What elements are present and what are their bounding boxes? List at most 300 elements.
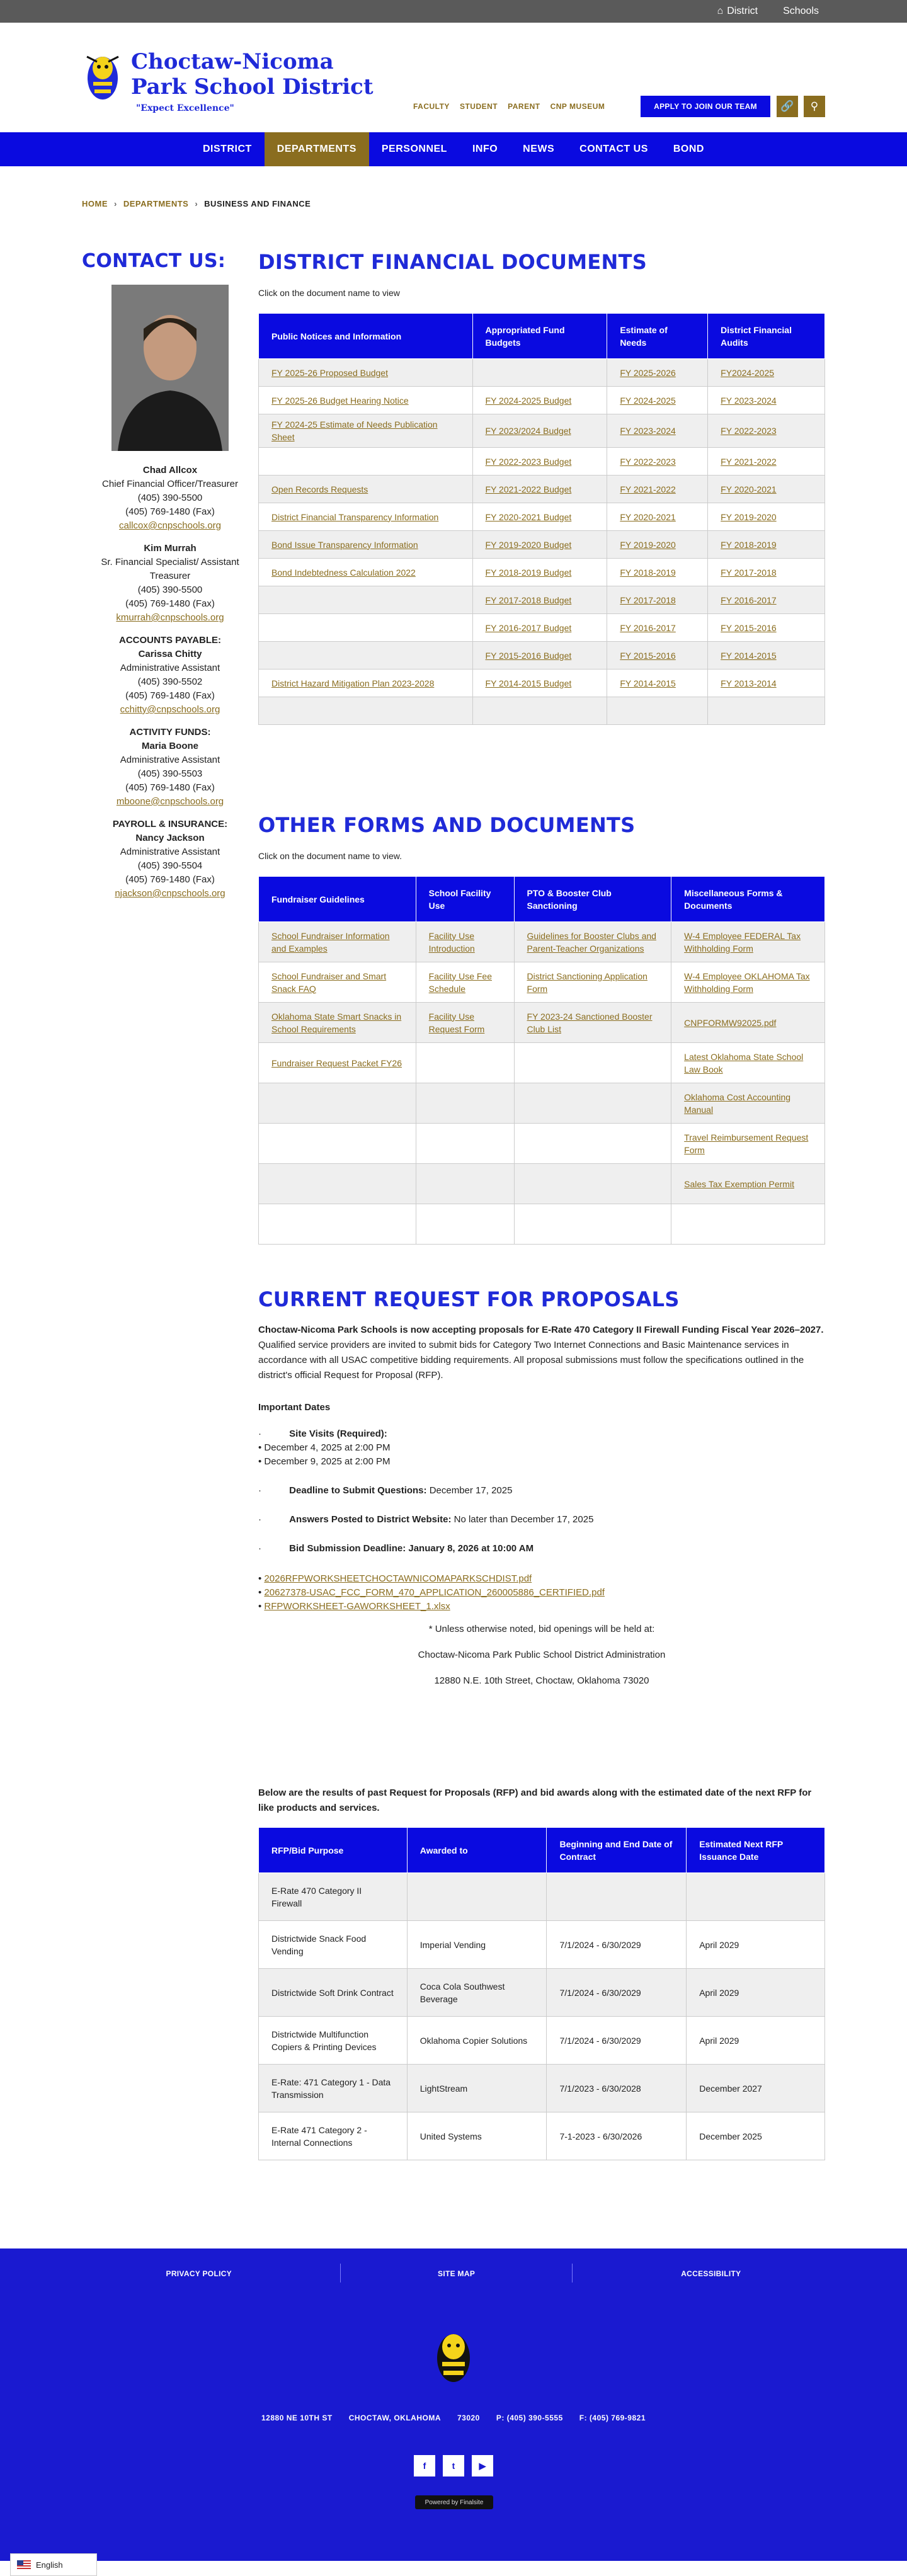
cell-text: E-Rate: 471 Category 1 - Data Transmission (271, 2077, 391, 2100)
table-cell (416, 1164, 514, 1204)
table-cell (687, 1921, 825, 1969)
breadcrumb-departments[interactable]: DEPARTMENTS (123, 199, 189, 208)
document-link[interactable]: FY 2024-2025 (620, 395, 676, 406)
main-content (258, 250, 825, 2160)
nav-departments[interactable]: DEPARTMENTS (265, 132, 369, 166)
us-flag-icon (17, 2560, 31, 2569)
contact-group: ACCOUNTS PAYABLE: (119, 635, 221, 646)
column-header: PTO & Booster Club Sanctioning (514, 877, 671, 922)
contact-fax: (405) 769-1480 (Fax) (125, 506, 215, 517)
table-cell (259, 586, 473, 614)
table-cell (259, 670, 473, 697)
rfp-files: • 2026RFPWORKSHEETCHOCTAWNICOMAPARKSCHDIST.pdf • 20627378-USAC_FCC_FORM_470_APPLICATION_260005886_CERTIFIED.pdf • RFPWORKSHEET-GAWORKSHEET_1.xlsx (258, 1573, 605, 1612)
site-header (0, 23, 907, 132)
table-row (259, 586, 825, 614)
past-rfp-table (258, 1827, 825, 2160)
site-visits-label: Site Visits (Required): (289, 1428, 387, 1439)
table-row (259, 1043, 825, 1083)
document-link[interactable]: FY 2020-2021 Budget (485, 511, 572, 522)
district-label: District (727, 6, 758, 16)
other-forms-hint: Click on the document name to view. (258, 851, 402, 861)
footer-city: CHOCTAW, OKLAHOMA (348, 2414, 441, 2422)
contact-name: Maria Boone (141, 741, 198, 751)
table-cell (472, 503, 607, 531)
column-header: Estimated Next RFP Issuance Date (687, 1828, 825, 1873)
contact-email[interactable]: njackson@cnpschools.org (115, 888, 225, 899)
language-selector[interactable] (10, 2553, 97, 2576)
table-cell (708, 670, 825, 697)
document-link[interactable]: Travel Reimbursement Request Form (684, 1132, 809, 1155)
table-cell (407, 2065, 547, 2112)
document-link[interactable]: FY 2020-2021 (620, 511, 676, 522)
table-cell (607, 414, 708, 448)
document-link[interactable]: FY 2022-2023 (620, 456, 676, 467)
nav-faculty[interactable]: FACULTY (413, 102, 450, 111)
table-cell (259, 559, 473, 586)
document-link[interactable]: FY 2015-2016 (721, 622, 777, 633)
table-cell (687, 2112, 825, 2160)
document-link[interactable]: School Fundraiser Information and Examples (271, 930, 390, 954)
nav-cnp-museum[interactable]: CNP MUSEUM (550, 102, 605, 111)
table-cell (708, 642, 825, 670)
table-cell (547, 2017, 687, 2065)
footer-fax: F: (405) 769-9821 (579, 2414, 646, 2422)
contact-name: Kim Murrah (144, 543, 197, 554)
table-cell (687, 1969, 825, 2017)
contact-fax: (405) 769-1480 (Fax) (125, 782, 215, 793)
column-header: Fundraiser Guidelines (259, 877, 416, 922)
table-cell (259, 1003, 416, 1043)
document-link[interactable]: FY 2018-2019 Budget (485, 567, 572, 578)
table-row (259, 1083, 825, 1124)
table-row (259, 359, 825, 387)
footer-links (0, 2261, 907, 2286)
document-link[interactable]: FY 2014-2015 Budget (485, 678, 572, 688)
document-link[interactable]: FY 2021-2022 Budget (485, 484, 572, 494)
search-icon[interactable]: ⚲ (804, 96, 825, 117)
table-cell (472, 448, 607, 476)
table-cell (708, 414, 825, 448)
nav-district[interactable]: DISTRICT (203, 144, 252, 154)
document-link[interactable]: FY 2022-2023 Budget (485, 456, 572, 467)
nav-info[interactable]: INFO (472, 144, 498, 154)
document-link[interactable]: FY 2017-2018 (721, 567, 777, 578)
table-row (259, 1969, 825, 2017)
document-link[interactable]: FY 2021-2022 (620, 484, 676, 494)
table-cell (472, 586, 607, 614)
table-cell (514, 922, 671, 962)
cell-text: United Systems (419, 2131, 482, 2141)
column-header: Estimate of Needs (607, 314, 708, 359)
nav-bond[interactable]: BOND (673, 144, 704, 154)
table-cell (259, 922, 416, 962)
document-link[interactable]: FY2024-2025 (721, 367, 775, 378)
cell-text: Districtwide Snack Food Vending (271, 1933, 367, 1956)
youtube-icon[interactable]: ▶ (472, 2455, 493, 2476)
table-row (259, 387, 825, 414)
nav-parent[interactable]: PARENT (508, 102, 540, 111)
logo-line2: Park School District (131, 74, 374, 100)
table-cell (416, 1124, 514, 1164)
contact-name: Carissa Chitty (138, 649, 202, 659)
table-cell (259, 1083, 416, 1124)
table-cell (259, 503, 473, 531)
table-cell (259, 2017, 408, 2065)
table-cell (259, 2065, 408, 2112)
column-header: Appropriated Fund Budgets (472, 314, 607, 359)
table-cell (416, 1083, 514, 1124)
table-cell (607, 476, 708, 503)
column-header: RFP/Bid Purpose (259, 1828, 408, 1873)
table-cell (259, 1124, 416, 1164)
footer-contact-info (0, 2414, 907, 2422)
table-cell (671, 1043, 825, 1083)
table-cell (708, 614, 825, 642)
breadcrumb-home[interactable]: HOME (82, 199, 108, 208)
contact-group: PAYROLL & INSURANCE: (112, 819, 228, 829)
document-link[interactable]: FY 2015-2016 Budget (485, 650, 572, 661)
document-link[interactable]: FY 2017-2018 Budget (485, 595, 572, 605)
table-row (259, 642, 825, 670)
other-forms-title: OTHER FORMS AND DOCUMENTS (258, 813, 636, 837)
financial-docs-hint: Click on the document name to view (258, 288, 400, 298)
main-nav (0, 132, 907, 166)
document-link[interactable]: Guidelines for Booster Clubs and Parent-Teacher Organizations (527, 930, 656, 954)
cell-text: Districtwide Multifunction Copiers & Printing Devices (271, 2029, 377, 2052)
table-cell (259, 962, 416, 1003)
document-link[interactable]: FY 2025-2026 (620, 367, 676, 378)
contact-title: Administrative Assistant (120, 755, 220, 765)
table-cell (671, 1003, 825, 1043)
table-cell (607, 448, 708, 476)
document-link[interactable]: Sales Tax Exemption Permit (684, 1178, 794, 1189)
rfp-file-link[interactable]: 20627378-USAC_FCC_FORM_470_APPLICATION_260005886_CERTIFIED.pdf (264, 1587, 605, 1598)
table-row (259, 670, 825, 697)
cell-text: April 2029 (699, 1939, 739, 1950)
document-link[interactable]: Bond Issue Transparency Information (271, 539, 418, 550)
logo-tagline: "Expect Excellence" (136, 103, 234, 113)
answers-posted-value: No later than December 17, 2025 (451, 1514, 594, 1525)
document-link[interactable]: FY 2018-2019 (620, 567, 676, 578)
table-cell (416, 962, 514, 1003)
table-row (259, 503, 825, 531)
table-cell (407, 2112, 547, 2160)
accessibility-link[interactable]: ACCESSIBILITY (681, 2269, 741, 2278)
table-row (259, 1921, 825, 1969)
table-cell (671, 922, 825, 962)
footer-street: 12880 NE 10TH ST (261, 2414, 333, 2422)
table-cell (259, 697, 473, 725)
contact-group: ACTIVITY FUNDS: (129, 727, 211, 738)
contact-card (82, 634, 258, 717)
contact-email[interactable]: mboone@cnpschools.org (116, 796, 224, 807)
table-cell (259, 476, 473, 503)
document-link[interactable]: FY 2016-2017 (620, 622, 676, 633)
bid-opening-note: * Unless otherwise noted, bid openings will be held at: (428, 1624, 655, 1634)
cell-text: E-Rate 470 Category II Firewall (271, 1885, 362, 1908)
footer-phone: P: (405) 390-5555 (496, 2414, 563, 2422)
table-cell (407, 2017, 547, 2065)
table-header-row (259, 1828, 825, 1873)
document-link[interactable]: FY 2024-25 Estimate of Needs Publication Sheet (271, 419, 438, 442)
table-cell (407, 1873, 547, 1921)
table-row (259, 2112, 825, 2160)
table-cell (514, 962, 671, 1003)
table-cell (407, 1969, 547, 2017)
document-link[interactable]: Facility Use Introduction (428, 930, 475, 954)
table-cell (607, 387, 708, 414)
document-link[interactable]: CNPFORMW92025.pdf (684, 1017, 777, 1028)
table-cell (607, 670, 708, 697)
contact-title: Administrative Assistant (120, 663, 220, 673)
document-link[interactable]: Oklahoma Cost Accounting Manual (684, 1091, 791, 1115)
powered-by-badge[interactable]: Powered by Finalsite (415, 2495, 493, 2509)
table-cell (547, 1921, 687, 1969)
table-cell (607, 586, 708, 614)
document-link[interactable]: Fundraiser Request Packet FY26 (271, 1057, 402, 1068)
document-link[interactable]: Open Records Requests (271, 484, 368, 494)
document-link[interactable]: School Fundraiser and Smart Snack FAQ (271, 971, 387, 994)
document-link[interactable]: Facility Use Request Form (428, 1011, 485, 1034)
contact-heading: CONTACT US: (82, 250, 226, 272)
rfp-intro-rest: Qualified service providers are invited to submit bids for Category Two Internet Connections and Basic Maintenance services in accordance with all USAC competitive bidding requirements. All proposal submissions must follow the specifications outlined in the district's official Request for Proposal (RFP). (258, 1340, 804, 1381)
document-link[interactable]: FY 2018-2019 (721, 539, 777, 550)
contact-email[interactable]: kmurrah@cnpschools.org (116, 612, 224, 623)
cell-text: April 2029 (699, 1987, 739, 1998)
table-row (259, 1873, 825, 1921)
document-link[interactable]: FY 2019-2020 Budget (485, 539, 572, 550)
table-cell (259, 1873, 408, 1921)
document-link[interactable]: FY 2017-2018 (620, 595, 676, 605)
document-link[interactable]: FY 2023/2024 Budget (485, 426, 571, 436)
table-row (259, 414, 825, 448)
rfp-file-link[interactable]: RFPWORKSHEET-GAWORKSHEET_1.xlsx (264, 1601, 450, 1612)
document-link[interactable]: FY 2024-2025 Budget (485, 395, 572, 406)
table-cell (514, 1204, 671, 1245)
contact-card (82, 818, 258, 901)
nav-personnel[interactable]: PERSONNEL (381, 144, 447, 154)
facebook-icon[interactable]: f (414, 2455, 435, 2476)
document-link[interactable]: Facility Use Fee Schedule (428, 971, 492, 994)
table-cell (259, 614, 473, 642)
cell-text: LightStream (419, 2083, 468, 2094)
table-cell (407, 1921, 547, 1969)
table-cell (547, 1873, 687, 1921)
document-link[interactable]: FY 2023-2024 (620, 426, 676, 436)
document-link[interactable]: Latest Oklahoma State School Law Book (684, 1051, 804, 1074)
document-link[interactable]: FY 2014-2015 (721, 650, 777, 661)
table-cell (708, 359, 825, 387)
table-cell (671, 1124, 825, 1164)
column-header: Miscellaneous Forms & Documents (671, 877, 825, 922)
district-link[interactable]: ⌂ District (717, 6, 758, 16)
table-cell (607, 359, 708, 387)
table-cell (607, 503, 708, 531)
document-link[interactable]: FY 2015-2016 (620, 650, 676, 661)
table-cell (472, 359, 607, 387)
contact-title: Sr. Financial Specialist/ Assistant Treasurer (101, 557, 239, 581)
table-cell (708, 531, 825, 559)
table-cell (472, 531, 607, 559)
table-cell (472, 387, 607, 414)
table-row (259, 614, 825, 642)
document-link[interactable]: FY 2016-2017 (721, 595, 777, 605)
questions-deadline-label: Deadline to Submit Questions: (289, 1485, 427, 1496)
contact-phone: (405) 390-5503 (137, 768, 203, 779)
table-row (259, 2065, 825, 2112)
column-header: Beginning and End Date of Contract (547, 1828, 687, 1873)
document-link[interactable]: FY 2025-26 Budget Hearing Notice (271, 395, 409, 406)
document-link[interactable]: FY 2025-26 Proposed Budget (271, 367, 388, 378)
contact-card (82, 542, 258, 625)
table-cell (708, 448, 825, 476)
document-link[interactable]: FY 2013-2014 (721, 678, 777, 688)
table-cell (259, 1969, 408, 2017)
contact-sidebar (0, 250, 258, 2160)
table-cell (259, 1921, 408, 1969)
nav-news[interactable]: NEWS (523, 144, 555, 154)
nav-contact-us[interactable]: CONTACT US (579, 144, 648, 154)
questions-deadline-value: December 17, 2025 (426, 1485, 513, 1496)
table-cell (259, 359, 473, 387)
document-link[interactable]: FY 2021-2022 (721, 456, 777, 467)
table-cell (708, 503, 825, 531)
table-cell (416, 1043, 514, 1083)
table-cell (547, 1969, 687, 2017)
cell-text: 7/1/2024 - 6/30/2029 (559, 1939, 641, 1950)
table-cell (607, 642, 708, 670)
document-link[interactable]: District Sanctioning Application Form (527, 971, 647, 994)
table-cell (259, 1204, 416, 1245)
contact-email[interactable]: cchitty@cnpschools.org (120, 704, 220, 715)
twitter-icon[interactable]: t (443, 2455, 464, 2476)
table-cell (472, 670, 607, 697)
table-cell (514, 1003, 671, 1043)
privacy-policy-link[interactable]: PRIVACY POLICY (166, 2269, 232, 2278)
cell-text: Districtwide Soft Drink Contract (271, 1987, 394, 1998)
cell-text: 7/1/2023 - 6/30/2028 (559, 2083, 641, 2094)
document-link[interactable]: FY 2019-2020 (620, 539, 676, 550)
cell-text: Oklahoma Copier Solutions (419, 2035, 528, 2046)
table-cell (472, 476, 607, 503)
table-cell (607, 614, 708, 642)
document-link[interactable]: FY 2014-2015 (620, 678, 676, 688)
rfp-intro (258, 1323, 825, 1383)
table-header-row (259, 877, 825, 922)
past-rfp-intro: Below are the results of past Request for Proposals (RFP) and bid awards along with the estimated date of the next RFP for like products and services. (258, 1787, 812, 1813)
bid-deadline: Bid Submission Deadline: January 8, 2026 at 10:00 AM (289, 1543, 534, 1554)
staff-photo (111, 285, 229, 451)
cell-text: Imperial Vending (419, 1939, 486, 1950)
schools-link[interactable]: Schools (783, 6, 819, 16)
document-link[interactable]: FY 2019-2020 (721, 511, 777, 522)
financial-docs-table (258, 313, 825, 725)
breadcrumb-current: BUSINESS AND FINANCE (204, 199, 311, 208)
table-cell (259, 414, 473, 448)
rfp-file-link[interactable]: 2026RFPWORKSHEETCHOCTAWNICOMAPARKSCHDIST.pdf (264, 1573, 532, 1584)
document-link[interactable]: Bond Indebtedness Calculation 2022 (271, 567, 416, 578)
contact-phone: (405) 390-5504 (137, 860, 203, 871)
contact-fax: (405) 769-1480 (Fax) (125, 874, 215, 885)
contact-phone: (405) 390-5502 (137, 676, 203, 687)
document-link[interactable]: District Financial Transparency Information (271, 511, 439, 522)
table-cell (514, 1043, 671, 1083)
document-link[interactable]: FY 2022-2023 (721, 426, 777, 436)
table-cell (708, 559, 825, 586)
table-row (259, 1204, 825, 1245)
table-cell (416, 1003, 514, 1043)
answers-posted-label: Answers Posted to District Website: (289, 1514, 452, 1525)
dates-heading: Important Dates (258, 1402, 331, 1413)
document-link[interactable]: W-4 Employee FEDERAL Tax Withholding Form (684, 930, 801, 954)
footer-mascot-icon (421, 2323, 486, 2388)
document-link[interactable]: FY 2023-2024 (721, 395, 777, 406)
breadcrumb (0, 199, 907, 208)
table-cell (671, 1083, 825, 1124)
contact-name: Chad Allcox (142, 465, 198, 476)
site-footer (0, 2248, 907, 2570)
column-header: District Financial Audits (708, 314, 825, 359)
footer-divider (572, 2264, 573, 2282)
table-cell (259, 2112, 408, 2160)
site-map-link[interactable]: SITE MAP (438, 2269, 476, 2278)
document-link[interactable]: FY 2023-24 Sanctioned Booster Club List (527, 1011, 653, 1034)
cell-text: Coca Cola Southwest Beverage (419, 1981, 505, 2004)
district-logo[interactable] (81, 49, 374, 113)
table-cell (687, 2017, 825, 2065)
apply-button[interactable]: APPLY TO JOIN OUR TEAM (641, 96, 770, 117)
document-link[interactable]: FY 2020-2021 (721, 484, 777, 494)
table-cell (607, 559, 708, 586)
contact-card (82, 726, 258, 809)
contact-name: Nancy Jackson (135, 833, 205, 843)
table-header-row (259, 314, 825, 359)
contact-card (82, 464, 258, 533)
social-links (0, 2455, 907, 2476)
table-cell (671, 1164, 825, 1204)
utility-bar (0, 0, 907, 23)
document-link[interactable]: Oklahoma State Smart Snacks in School Requirements (271, 1011, 402, 1034)
contact-email[interactable]: callcox@cnpschools.org (119, 520, 221, 531)
table-cell (708, 697, 825, 725)
cell-text: 7/1/2024 - 6/30/2029 (559, 2035, 641, 2046)
table-cell (259, 1043, 416, 1083)
table-cell (547, 2065, 687, 2112)
table-cell (708, 476, 825, 503)
table-row (259, 1124, 825, 1164)
table-cell (547, 2112, 687, 2160)
table-cell (472, 642, 607, 670)
breadcrumb-separator: › (114, 199, 117, 208)
link-icon[interactable]: 🔗 (777, 96, 798, 117)
table-cell (416, 1204, 514, 1245)
contact-phone: (405) 390-5500 (137, 584, 203, 595)
document-link[interactable]: District Hazard Mitigation Plan 2023-2028 (271, 678, 435, 688)
contact-title: Chief Financial Officer/Treasurer (102, 479, 238, 489)
table-cell (472, 614, 607, 642)
document-link[interactable]: W-4 Employee OKLAHOMA Tax Withholding Form (684, 971, 810, 994)
table-cell (708, 586, 825, 614)
contact-fax: (405) 769-1480 (Fax) (125, 598, 215, 609)
document-link[interactable]: FY 2016-2017 Budget (485, 622, 572, 633)
table-row (259, 922, 825, 962)
breadcrumb-separator: › (195, 199, 198, 208)
table-row (259, 962, 825, 1003)
financial-docs-title: DISTRICT FINANCIAL DOCUMENTS (258, 250, 647, 274)
table-cell (607, 531, 708, 559)
cell-text: 7/1/2024 - 6/30/2029 (559, 1987, 641, 1998)
nav-student[interactable]: STUDENT (459, 102, 498, 111)
